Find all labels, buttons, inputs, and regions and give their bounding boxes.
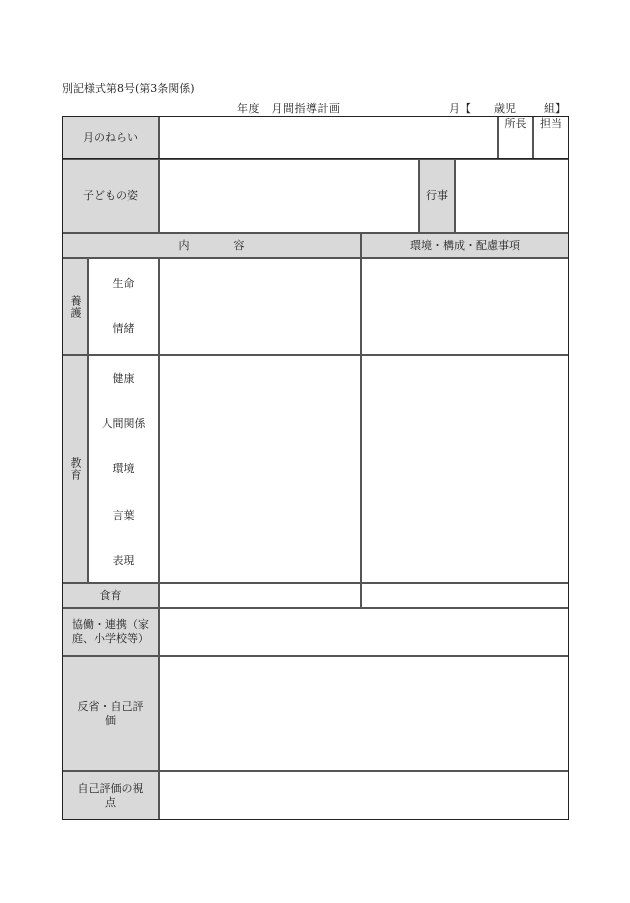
education-item-relationships: 人間関係 xyxy=(101,417,146,430)
food-environment-input[interactable] xyxy=(361,583,569,608)
education-item-language: 言葉 xyxy=(112,509,135,522)
age-label: 歳児 xyxy=(494,102,516,115)
care-items-cell xyxy=(88,258,159,355)
form-number: 別記様式第8号(第3条関係) xyxy=(62,82,195,95)
food-label: 食育 xyxy=(99,588,122,602)
care-content-input[interactable] xyxy=(159,258,361,355)
education-item-environment: 環境 xyxy=(112,462,135,475)
content-header: 内 容 xyxy=(178,238,245,252)
event-input[interactable] xyxy=(455,159,569,233)
education-environment-input[interactable] xyxy=(361,355,569,583)
event-label: 行事 xyxy=(426,189,448,202)
viewpoint-label: 自己評価の視点 xyxy=(77,781,144,809)
food-content-input[interactable] xyxy=(159,583,361,608)
care-item-emotion: 情緒 xyxy=(112,322,135,335)
reflection-input[interactable] xyxy=(159,656,569,771)
cooperation-input[interactable] xyxy=(159,608,569,656)
education-item-expression: 表現 xyxy=(112,554,135,567)
care-item-life: 生命 xyxy=(112,277,135,290)
reflection-label: 反省・自己評価 xyxy=(77,699,144,727)
aim-label: 月のねらい xyxy=(83,130,138,144)
plan-title: 年度 月間指導計画 xyxy=(237,102,341,115)
child-state-input[interactable] xyxy=(159,159,419,233)
month-label: 月【 xyxy=(449,102,471,115)
education-content-input[interactable] xyxy=(159,355,361,583)
principal-label: 所長 xyxy=(504,117,527,130)
viewpoint-input[interactable] xyxy=(159,771,569,820)
staff-label: 担当 xyxy=(540,117,562,130)
child-state-label: 子どもの姿 xyxy=(83,189,138,202)
education-group-label: 教育 xyxy=(69,457,82,481)
education-item-health: 健康 xyxy=(112,372,135,385)
class-label: 組】 xyxy=(544,102,566,115)
care-environment-input[interactable] xyxy=(361,258,569,355)
care-group-label: 養護 xyxy=(69,294,82,319)
environment-header: 環境・構成・配慮事項 xyxy=(410,238,520,252)
aim-input[interactable] xyxy=(159,116,498,159)
cooperation-label: 協働・連携（家庭、小学校等） xyxy=(72,618,149,645)
